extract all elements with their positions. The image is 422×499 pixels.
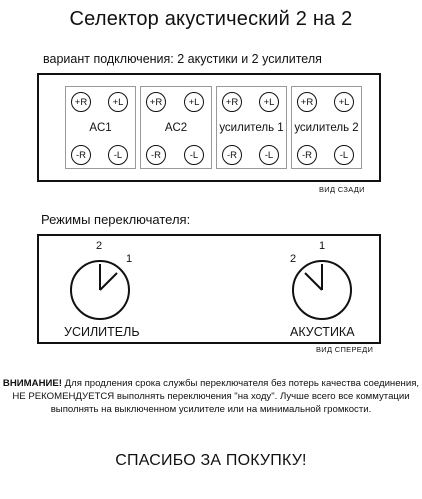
jack-plus-r: +R	[146, 92, 166, 112]
amplifier-knob-pointers	[70, 260, 130, 320]
jack-minus-r: -R	[71, 145, 91, 165]
speakers-pos-1: 1	[319, 240, 326, 252]
speakers-knob-pointers	[292, 260, 352, 320]
jack-plus-l: +L	[108, 92, 128, 112]
jack-minus-l: -L	[108, 145, 128, 165]
block-label: AC2	[164, 122, 188, 134]
block-label: AC1	[89, 122, 112, 134]
block-label: усилитель 2	[294, 122, 359, 134]
front-view-label: ВИД СПЕРЕДИ	[316, 345, 374, 354]
rear-view-label: ВИД СЗАДИ	[319, 185, 365, 194]
thanks-message: СПАСИБО ЗА ПОКУПКУ!	[115, 452, 307, 469]
rear-panel	[37, 73, 381, 182]
rear-block-ac2	[140, 86, 212, 169]
jack-minus-l: -L	[334, 145, 354, 165]
amplifier-pos-1: 1	[126, 253, 133, 265]
jack-plus-r: +R	[71, 92, 91, 112]
warning-line-3: выполнять на выключенном усилителе или на минимальной громкости.	[50, 404, 372, 415]
jack-minus-r: -R	[297, 145, 317, 165]
page-title: Селектор акустический 2 на 2	[69, 8, 353, 30]
rear-block-amp1	[216, 86, 287, 169]
amplifier-pos-2: 2	[96, 240, 103, 252]
modes-caption: Режимы переключателя:	[41, 212, 191, 227]
rear-block-ac1	[65, 86, 136, 169]
block-label: усилитель 1	[219, 122, 284, 134]
warning-notice	[0, 377, 422, 416]
amplifier-knob	[70, 260, 130, 320]
warning-lead: ВНИМАНИЕ!	[2, 378, 62, 389]
warning-line-1	[0, 377, 422, 390]
connection-caption: вариант подключения: 2 акустики и 2 усилителя	[43, 52, 322, 66]
warning-text-1: Для продления срока службы переключателя без потерь качества соединения,	[61, 378, 420, 389]
amplifier-knob-label: УСИЛИТЕЛЬ	[64, 325, 140, 339]
jack-plus-r: +R	[297, 92, 317, 112]
jack-plus-l: +L	[259, 92, 279, 112]
warning-emphasis: НЕ РЕКОМЕНДУЕТСЯ	[12, 391, 115, 402]
speakers-pos-2: 2	[290, 253, 297, 265]
jack-minus-r: -R	[222, 145, 242, 165]
front-panel	[37, 234, 381, 344]
speakers-knob-label: АКУСТИКА	[290, 325, 355, 339]
jack-plus-r: +R	[222, 92, 242, 112]
warning-text-2: выполнять переключения "на ходу". Лучше всего все коммутации	[114, 391, 410, 402]
jack-plus-l: +L	[334, 92, 354, 112]
rear-block-amp2	[291, 86, 362, 169]
speakers-knob	[292, 260, 352, 320]
warning-line-2	[0, 390, 422, 403]
jack-minus-l: -L	[259, 145, 279, 165]
jack-minus-l: -L	[184, 145, 204, 165]
jack-plus-l: +L	[184, 92, 204, 112]
jack-minus-r: -R	[146, 145, 166, 165]
